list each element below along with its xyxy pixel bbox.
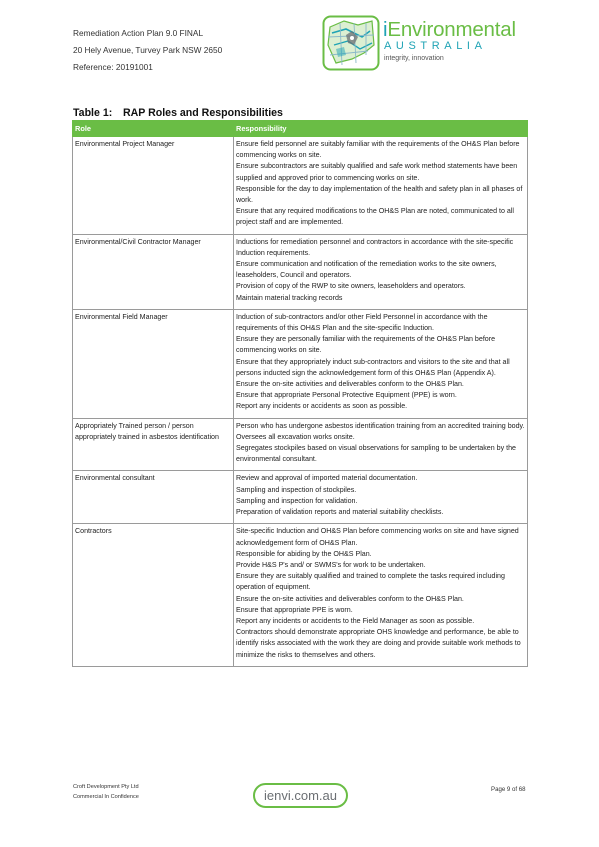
responsibility-line: Preparation of validation reports and material suitability checklists. xyxy=(236,508,444,517)
table-row xyxy=(73,137,528,235)
responsibility-line: Inductions for remediation personnel and contractors in accordance with the site-specific Induction requirements. xyxy=(236,237,514,257)
responsibility-line: Ensure field personnel are suitably familiar with the requirements of the OH&S Plan before commencing works on site. xyxy=(236,140,520,160)
role-cell: Environmental Field Manager xyxy=(73,309,234,418)
responsibility-line: Ensure they are personally familiar with the requirements of the OH&S Plan before commencing works on site. xyxy=(236,335,496,355)
responsibility-line: Review and approval of imported material documentation. xyxy=(236,474,418,483)
responsibility-line: Contractors should demonstrate appropriate OHS knowledge and performance, be able to identify risks associated with the work they are doing and provide suitable work methods to minimize the risks to themselves and others. xyxy=(236,628,521,659)
responsibility-line: Induction of sub-contractors and/or other Field Personnel in accordance with the requirements of this OH&S Plan and the site-specific Induction. xyxy=(236,312,488,333)
responsibility-line: Maintain material tracking records xyxy=(236,293,343,302)
table-title: RAP Roles and Responsibilities xyxy=(123,107,283,119)
responsibility-cell xyxy=(234,234,528,309)
logo-wordmark: iEnvironmental xyxy=(383,18,516,41)
table-row xyxy=(73,418,528,471)
logo-tagline: integrity, innovation xyxy=(384,55,444,62)
responsibility-cell xyxy=(234,309,528,418)
responsibility-line: Sampling and inspection of stockpiles. xyxy=(236,485,357,494)
logo-country: AUSTRALIA xyxy=(384,40,487,52)
table-caption xyxy=(73,107,283,119)
table-header-row xyxy=(73,121,528,137)
table-row xyxy=(73,471,528,524)
role-cell: Environmental Project Manager xyxy=(73,137,234,235)
footer-company: Croft Development Pty Ltd xyxy=(73,784,139,790)
responsibility-line: Segregates stockpiles based on visual observations for sampling to be undertaken by the environmental consultant. xyxy=(236,444,516,464)
responsibility-cell xyxy=(234,137,528,235)
responsibility-line: Ensure that appropriate PPE is worn. xyxy=(236,605,353,614)
document-title: Remediation Action Plan 9.0 FINAL xyxy=(73,28,204,38)
table-body xyxy=(73,137,528,667)
responsibility-line: Sampling and inspection for validation. xyxy=(236,496,358,505)
logo-map-icon xyxy=(322,15,380,71)
responsibility-line: Responsible for the day to day implementation of the health and safety plan in all phases of work. xyxy=(236,184,523,205)
responsibility-line: Ensure that they appropriately induct sub-contractors and visitors to the site and that all persons inducted sign the acknowledgement form of this OH&S Plan (Appendix A). xyxy=(236,357,510,377)
responsibility-cell xyxy=(234,524,528,666)
responsibility-line: Ensure that any required modifications to the OH&S Plan are noted, communicated to all project staff and are implemented. xyxy=(236,207,514,227)
responsibility-line: Report any incidents or accidents to the Field Manager as soon as possible. xyxy=(236,616,475,625)
footer-company-block xyxy=(73,782,139,802)
company-logo xyxy=(322,15,532,71)
roles-table xyxy=(72,120,528,667)
table-number: Table 1: xyxy=(73,107,113,119)
responsibility-line: Ensure subcontractors are suitably qualified and safe work method statements have been supplied and approved prior to commencing works on site. xyxy=(236,162,518,182)
role-cell: Appropriately Trained person / person appropriately trained in asbestos identification xyxy=(73,418,234,471)
table-row xyxy=(73,309,528,418)
responsibility-cell xyxy=(234,418,528,471)
responsibility-line: Ensure the on-site activities and deliverables conform to the OH&S Plan. xyxy=(236,594,464,603)
table-row xyxy=(73,234,528,309)
footer-confidentiality: Commercial In Confidence xyxy=(73,794,139,800)
column-header-responsibility: Responsibility xyxy=(234,121,528,137)
footer-website-link[interactable]: ienvi.com.au xyxy=(253,783,348,808)
page-number: Page 9 of 68 xyxy=(491,786,526,793)
responsibility-line: Site-specific Induction and OH&S Plan before commencing works on site and have signed acknowledgement form of OH&S Plan. xyxy=(236,527,519,547)
responsibility-line: Person who has undergone asbestos identification training from an accredited training body. xyxy=(236,421,525,430)
responsibility-line: Ensure the on-site activities and deliverables conform to the OH&S Plan. xyxy=(236,380,464,389)
column-header-role: Role xyxy=(73,121,234,137)
document-header xyxy=(73,25,222,76)
responsibility-line: Ensure communication and notification of the remediation works to the site owners, leaseholders, Council and operators. xyxy=(236,260,497,280)
role-cell: Environmental consultant xyxy=(73,471,234,524)
responsibility-line: Ensure that appropriate Personal Protective Equipment (PPE) is worn. xyxy=(236,391,457,400)
site-address: 20 Hely Avenue, Turvey Park NSW 2650 xyxy=(73,45,223,55)
responsibility-cell xyxy=(234,471,528,524)
responsibility-line: Report any incidents or accidents as soon as possible. xyxy=(236,402,408,411)
responsibility-line: Provide H&S P's and/ or SWMS's for work to be undertaken. xyxy=(236,560,426,569)
responsibility-line: Ensure they are suitably qualified and trained to complete the tasks required including operation of equipment. xyxy=(236,572,505,592)
role-cell: Environmental/Civil Contractor Manager xyxy=(73,234,234,309)
table-row xyxy=(73,524,528,666)
responsibility-line: Provision of copy of the RWP to site owners, leaseholders and operators. xyxy=(236,282,466,291)
document-reference: Reference: 20191001 xyxy=(73,62,153,72)
responsibility-line: Responsible for abiding by the OH&S Plan. xyxy=(236,549,372,558)
role-cell: Contractors xyxy=(73,524,234,666)
responsibility-line: Oversees all excavation works onsite. xyxy=(236,432,355,441)
